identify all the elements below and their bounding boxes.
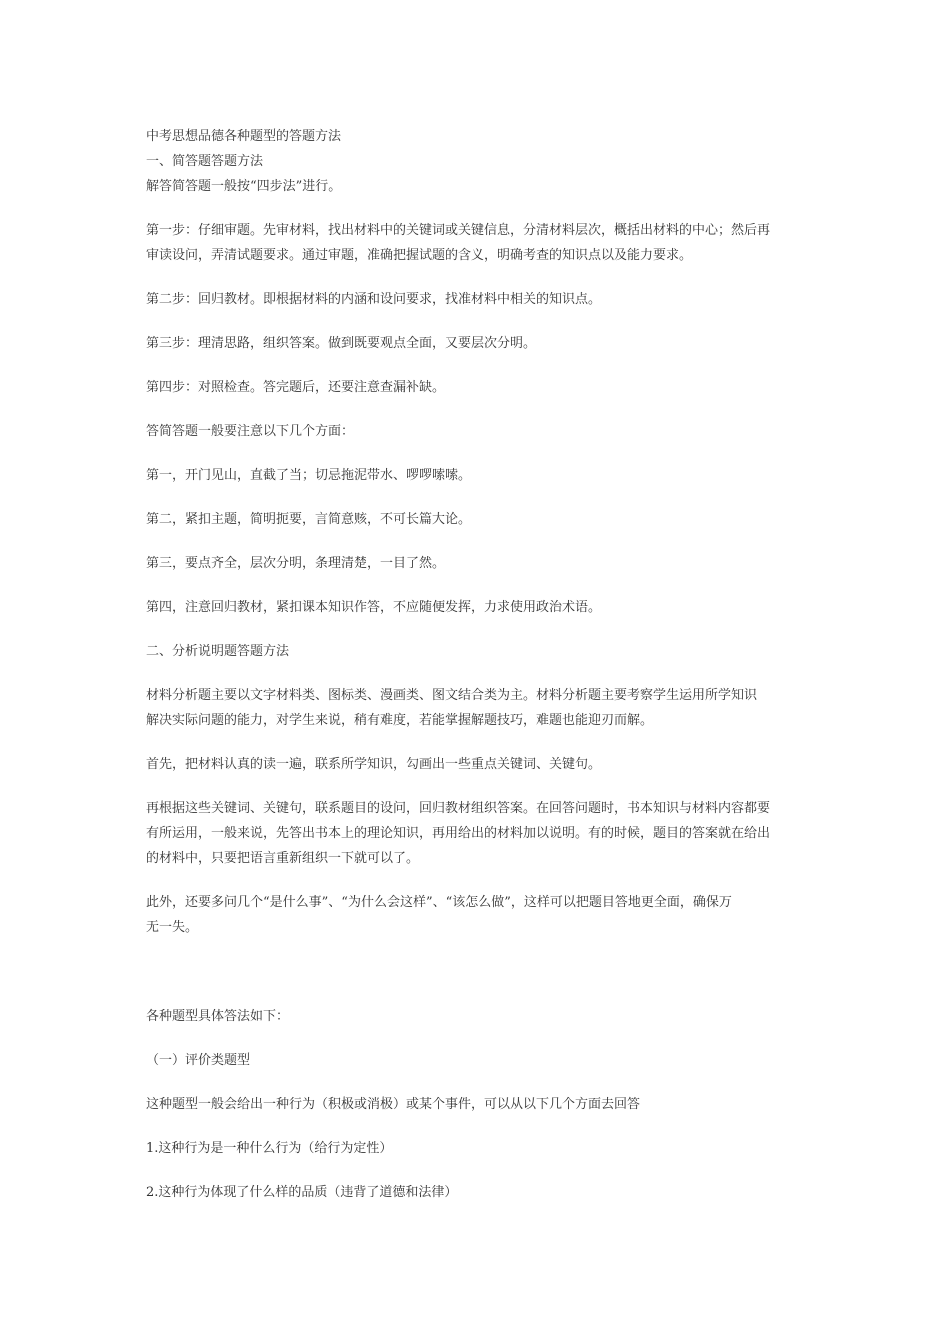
step2-paragraph: 第二步：回归教材。即根据材料的内涵和设问要求，找准材料中相关的知识点。 [146, 292, 602, 307]
type1-intro: 这种题型一般会给出一种行为（积极或消极）或某个事件，可以从以下几个方面去回答 [146, 1097, 641, 1112]
note3-paragraph: 第三，要点齐全，层次分明，条理清楚，一目了然。 [146, 556, 446, 571]
note1-paragraph: 第一，开门见山，直截了当；切忌拖泥带水、啰啰嗦嗦。 [146, 468, 472, 483]
type1-item2: 2.这种行为体现了什么样的品质（违背了道德和法律） [146, 1185, 458, 1200]
analysis-line1: 材料分析题主要以文字材料类、图标类、漫画类、图文结合类为主。材料分析题主要考察学生运用所学知识 [146, 688, 758, 703]
step1-line1: 第一步：仔细审题。先审材料，找出材料中的关键词或关键信息，分清材料层次，概括出材料的中心；然后再 [146, 223, 771, 238]
section-heading-analysis: 二、分析说明题答题方法 [146, 644, 290, 659]
type1-item1: 1.这种行为是一种什么行为（给行为定性） [146, 1141, 393, 1156]
then-line2: 有所运用，一般来说，先答出书本上的理论知识，再用给出的材料加以说明。有的时候，题目的答案就在给出 [146, 826, 771, 841]
step1-line2: 审读设问，弄清试题要求。通过审题，准确把握试题的含义，明确考查的知识点以及能力要求。 [146, 248, 693, 263]
note4-paragraph: 第四，注意回归教材，紧扣课本知识作答，不应随便发挥，力求使用政治术语。 [146, 600, 602, 615]
then-line1: 再根据这些关键词、关键句，联系题目的设问，回归教材组织答案。在回答问题时，书本知识与材料内容都要 [146, 801, 771, 816]
then-line3: 的材料中，只要把语言重新组织一下就可以了。 [146, 851, 420, 866]
notes-heading: 答简答题一般要注意以下几个方面： [146, 424, 355, 439]
types-heading: 各种题型具体答法如下： [146, 1009, 290, 1024]
intro-paragraph: 解答简答题一般按“四步法”进行。 [146, 179, 342, 194]
section-heading-short-answer: 一、简答题答题方法 [146, 154, 264, 169]
note2-paragraph: 第二，紧扣主题，简明扼要，言简意赅，不可长篇大论。 [146, 512, 472, 527]
document-title: 中考思想品德各种题型的答题方法 [146, 129, 342, 144]
besides-line1: 此外，还要多问几个“是什么事”、“为什么会这样”、“该怎么做”，这样可以把题目答地更全面，确保万 [146, 895, 732, 910]
type1-heading: （一）评价类题型 [146, 1053, 251, 1068]
first-paragraph: 首先，把材料认真的读一遍，联系所学知识，勾画出一些重点关键词、关键句。 [146, 757, 602, 772]
analysis-line2: 解决实际问题的能力，对学生来说，稍有难度，若能掌握解题技巧，难题也能迎刃而解。 [146, 713, 654, 728]
step4-paragraph: 第四步：对照检查。答完题后，还要注意查漏补缺。 [146, 380, 446, 395]
step3-paragraph: 第三步：理清思路，组织答案。做到既要观点全面，又要层次分明。 [146, 336, 537, 351]
besides-line2: 无一失。 [146, 920, 199, 935]
